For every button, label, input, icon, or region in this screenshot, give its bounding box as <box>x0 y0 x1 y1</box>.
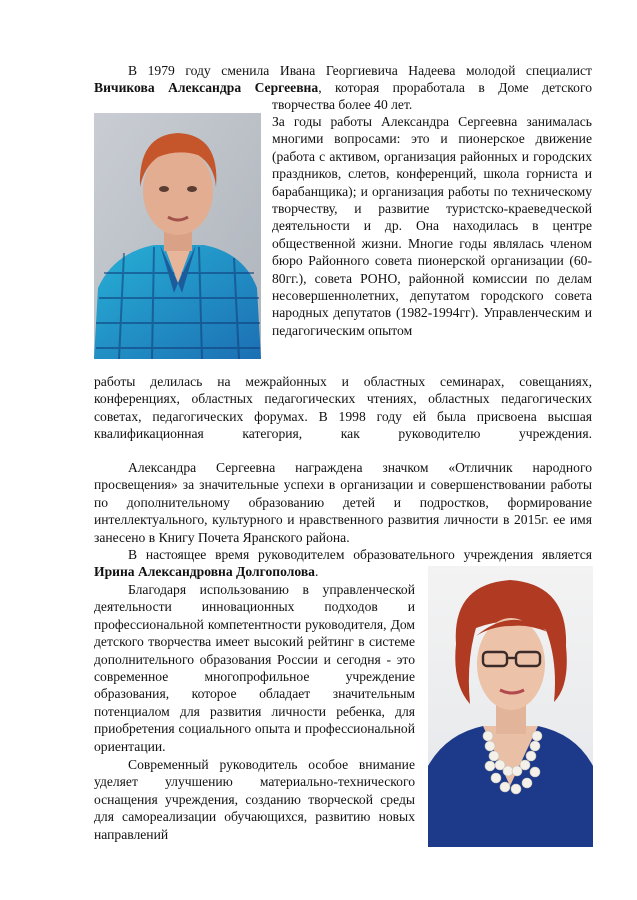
award-paragraph: Александра Сергеевна награждена значком «Отличник народного просвещения» за значительные успехи в организации и совершенствовании работы по дополнительному образованию детей и подростков, формирование интеллектуального, культурного и нравственного развития личности в 2015г. ее имя занесено в Книгу Почета Яранского района. <box>94 460 592 545</box>
portrait-photo-dolgopolova <box>428 566 593 847</box>
person-name-dolgopolova: Ирина Александровна Долгополова <box>94 564 315 580</box>
text-wrap-right-of-photo-1: За годы работы Александра Сергеевна занималась многими вопросами: это и пионерское движение (работа с активом, организация районных и городских праздников, слетов, конференций, школа горниста и барабанщика); и организация работы по техническому творчеству, и развитие туристско-краеведческой деятельности и др. Она находилась в центре общественной жизни. Многие годы являлась членом бюро Районного совета пионерской организации (60-80гг.), совета РОНО, районной комиссии по делам несовершеннолетних, депутатом городского совета народных депутатов (1982-1994гг). Управленческим и педагогическим опытом <box>272 114 592 338</box>
intro-line-1: В 1979 году сменила Ивана Георгиевича Надеева молодой специалист <box>128 63 592 78</box>
current-director-paragraph: В настоящее время руководителем образовательного учреждения является Ирина Александровна Долгополова. <box>94 547 592 580</box>
person-name-vichikova: Вичикова Александра Сергеевна <box>94 80 319 95</box>
intro-line-2: Вичикова Александра Сергеевна, которая проработала в Доме детского <box>94 80 592 95</box>
intro-line-3: творчества более 40 лет. <box>272 97 413 112</box>
text-full-width-1: работы делилась на межрайонных и областных семинарах, совещаниях, конференциях, областных педагогических чтениях, областных педагогических советах, педагогических форумах. В 1998 году ей была присвоена высшая квалификационная категория, как руководителю учреждения. <box>94 374 592 442</box>
portrait-photo-vichikova <box>94 113 261 359</box>
modern-leader-paragraph: Современный руководитель особое внимание уделяет улучшению материально-технического оснащения учреждения, созданию творческой среды для самореализации обучающихся, развитию новых направлений <box>94 757 415 842</box>
management-paragraph: Благодаря использованию в управленческой деятельности инновационных подходов и профессиональной компетентности руководителя, Дом детского творчества имеет высокий рейтинг в системе дополнительного образования России и сегодня - это современное многопрофильное учреждение образования, которое обладает значительным потенциалом для развития личности ребенка, для приобретения социального опыта и профессиональной ориентации. <box>94 582 415 754</box>
